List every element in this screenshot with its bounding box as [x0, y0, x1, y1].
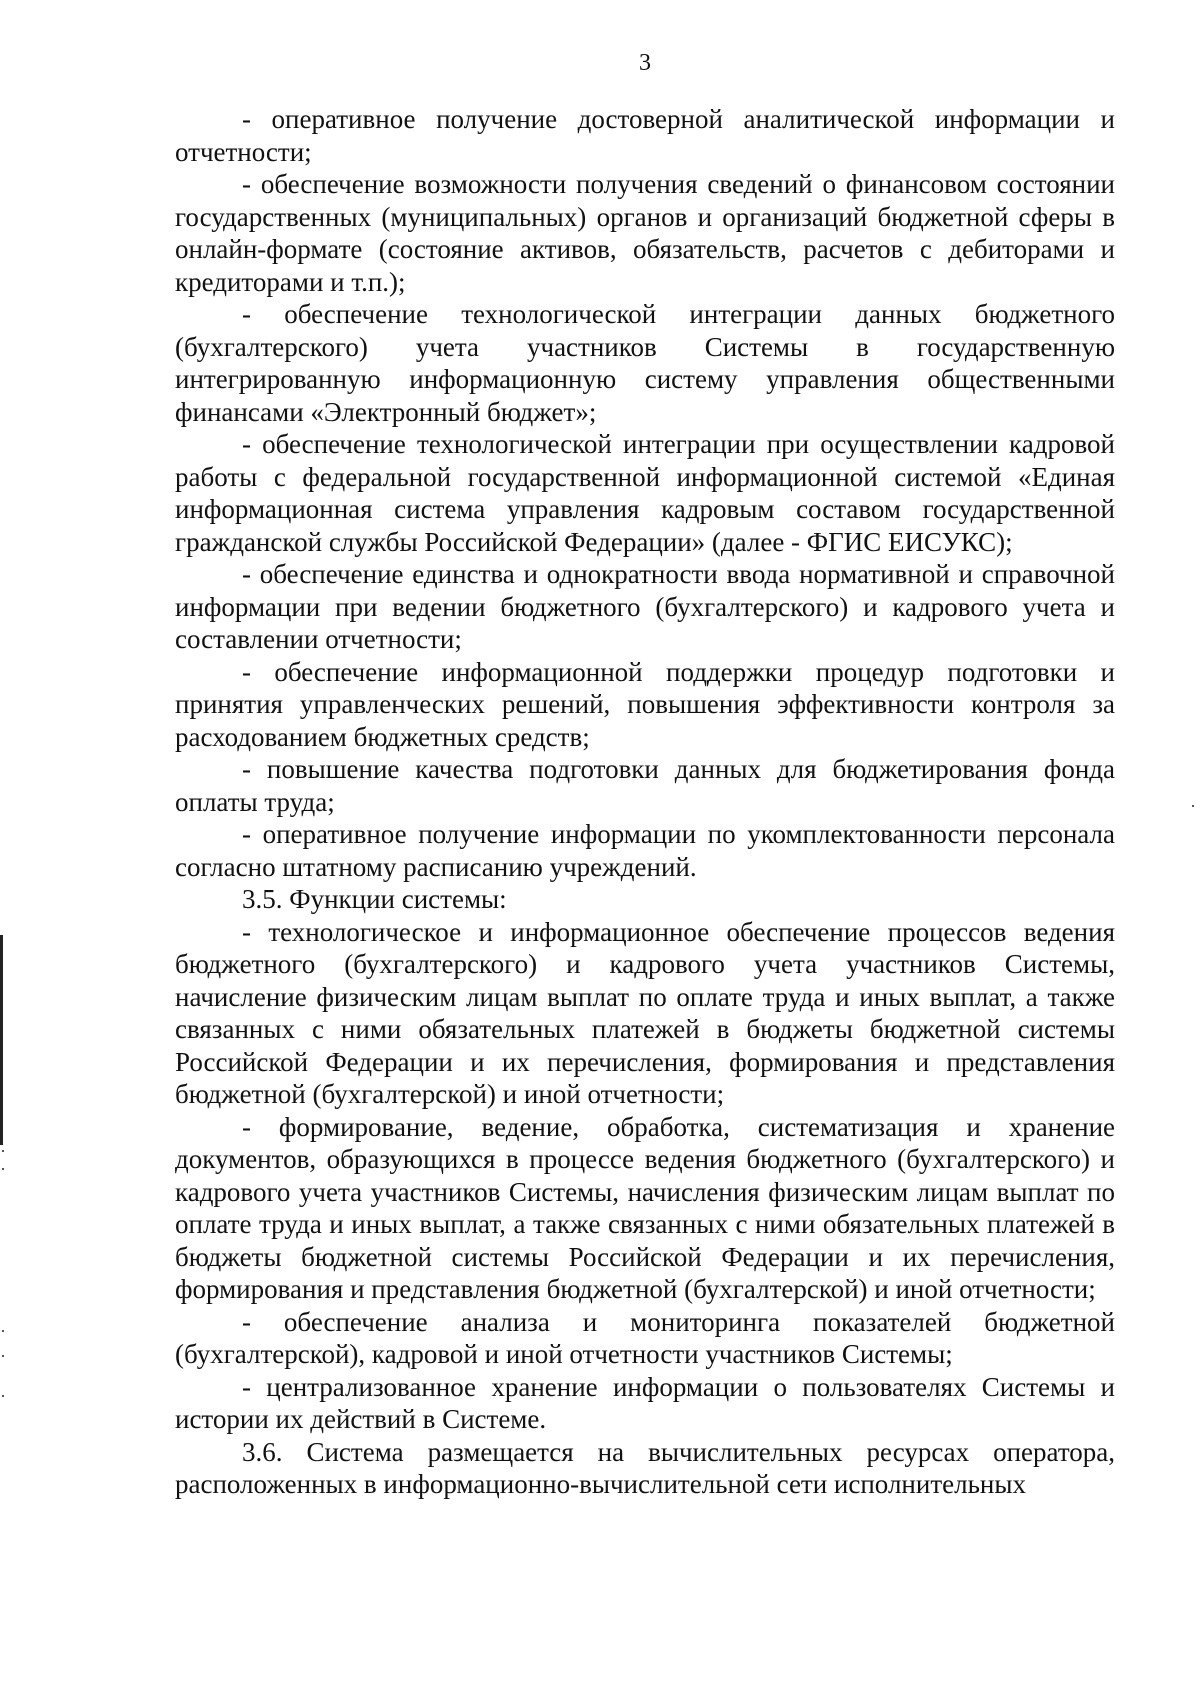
page-number: 3: [639, 50, 651, 76]
paragraph: - обеспечение технологической интеграции при осуществлении кадровой работы с федеральной государственной информационной системой «Единая информационная система управления кадровым составом государственной гражданской службы Российской Федерации» (далее - ФГИС ЕИСУКС);: [175, 429, 1115, 557]
paragraph: - обеспечение возможности получения сведений о финансовом состоянии государственных (муниципальных) органов и организаций бюджетной сферы в онлайн-формате (состояние активов, обязательств, расчетов с дебиторами и кредиторами и т.п.);: [175, 169, 1115, 297]
paragraph: - обеспечение информационной поддержки процедур подготовки и принятия управленческих решений, повышения эффективности контроля за расходованием бюджетных средств;: [175, 656, 1115, 752]
paragraph: - повышение качества подготовки данных для бюджетирования фонда оплаты труда;: [175, 754, 1115, 817]
paragraph: - оперативное получение достоверной аналитической информации и отчетности;: [175, 104, 1115, 167]
scan-speck: [2, 1330, 4, 1332]
scan-speck: [2, 1355, 4, 1357]
scan-speck: [2, 1168, 4, 1170]
paragraph: - технологическое и информационное обеспечение процессов ведения бюджетного (бухгалтерского) и кадрового учета участников Системы, начисление физическим лицам выплат по оплате труда и иных выплат, а также связанных с ними обязательных платежей в бюджеты бюджетной системы Российской Федерации и их перечисления, формирования и представления бюджетной (бухгалтерской) и иной отчетности;: [175, 916, 1115, 1109]
scan-speck: [2, 1150, 4, 1152]
paragraph: 3.6. Система размещается на вычислительных ресурсах оператора, расположенных в информационно-вычислительной сети исполнительных: [175, 1436, 1115, 1499]
document-body: [175, 103, 1115, 1501]
scan-speck: [2, 1395, 4, 1397]
paragraph: - оперативное получение информации по укомплектованности персонала согласно штатному расписанию учреждений.: [175, 819, 1115, 882]
paragraph: - формирование, ведение, обработка, систематизация и хранение документов, образующихся в процессе ведения бюджетного (бухгалтерского) и кадрового учета участников Системы, начисления физическим лицам выплат по оплате труда и иных выплат, а также связанных с ними обязательных платежей в бюджеты бюджетной системы Российской Федерации и их перечисления, формирования и представления бюджетной (бухгалтерской) и иной отчетности;: [175, 1111, 1115, 1304]
section-heading: 3.5. Функции системы:: [242, 884, 507, 914]
paragraph: - обеспечение технологической интеграции данных бюджетного (бухгалтерского) учета участников Системы в государственную интегрированную информационную систему управления общественными финансами «Электронный бюджет»;: [175, 299, 1115, 427]
scan-speck: [1192, 805, 1194, 807]
paragraph: - централизованное хранение информации о пользователях Системы и истории их действий в Системе.: [175, 1371, 1115, 1434]
paragraph: - обеспечение анализа и мониторинга показателей бюджетной (бухгалтерской), кадровой и иной отчетности участников Системы;: [175, 1306, 1115, 1369]
scan-edge-mark: [0, 935, 3, 1145]
paragraph: - обеспечение единства и однократности ввода нормативной и справочной информации при ведении бюджетного (бухгалтерского) и кадрового учета и составлении отчетности;: [175, 559, 1115, 654]
